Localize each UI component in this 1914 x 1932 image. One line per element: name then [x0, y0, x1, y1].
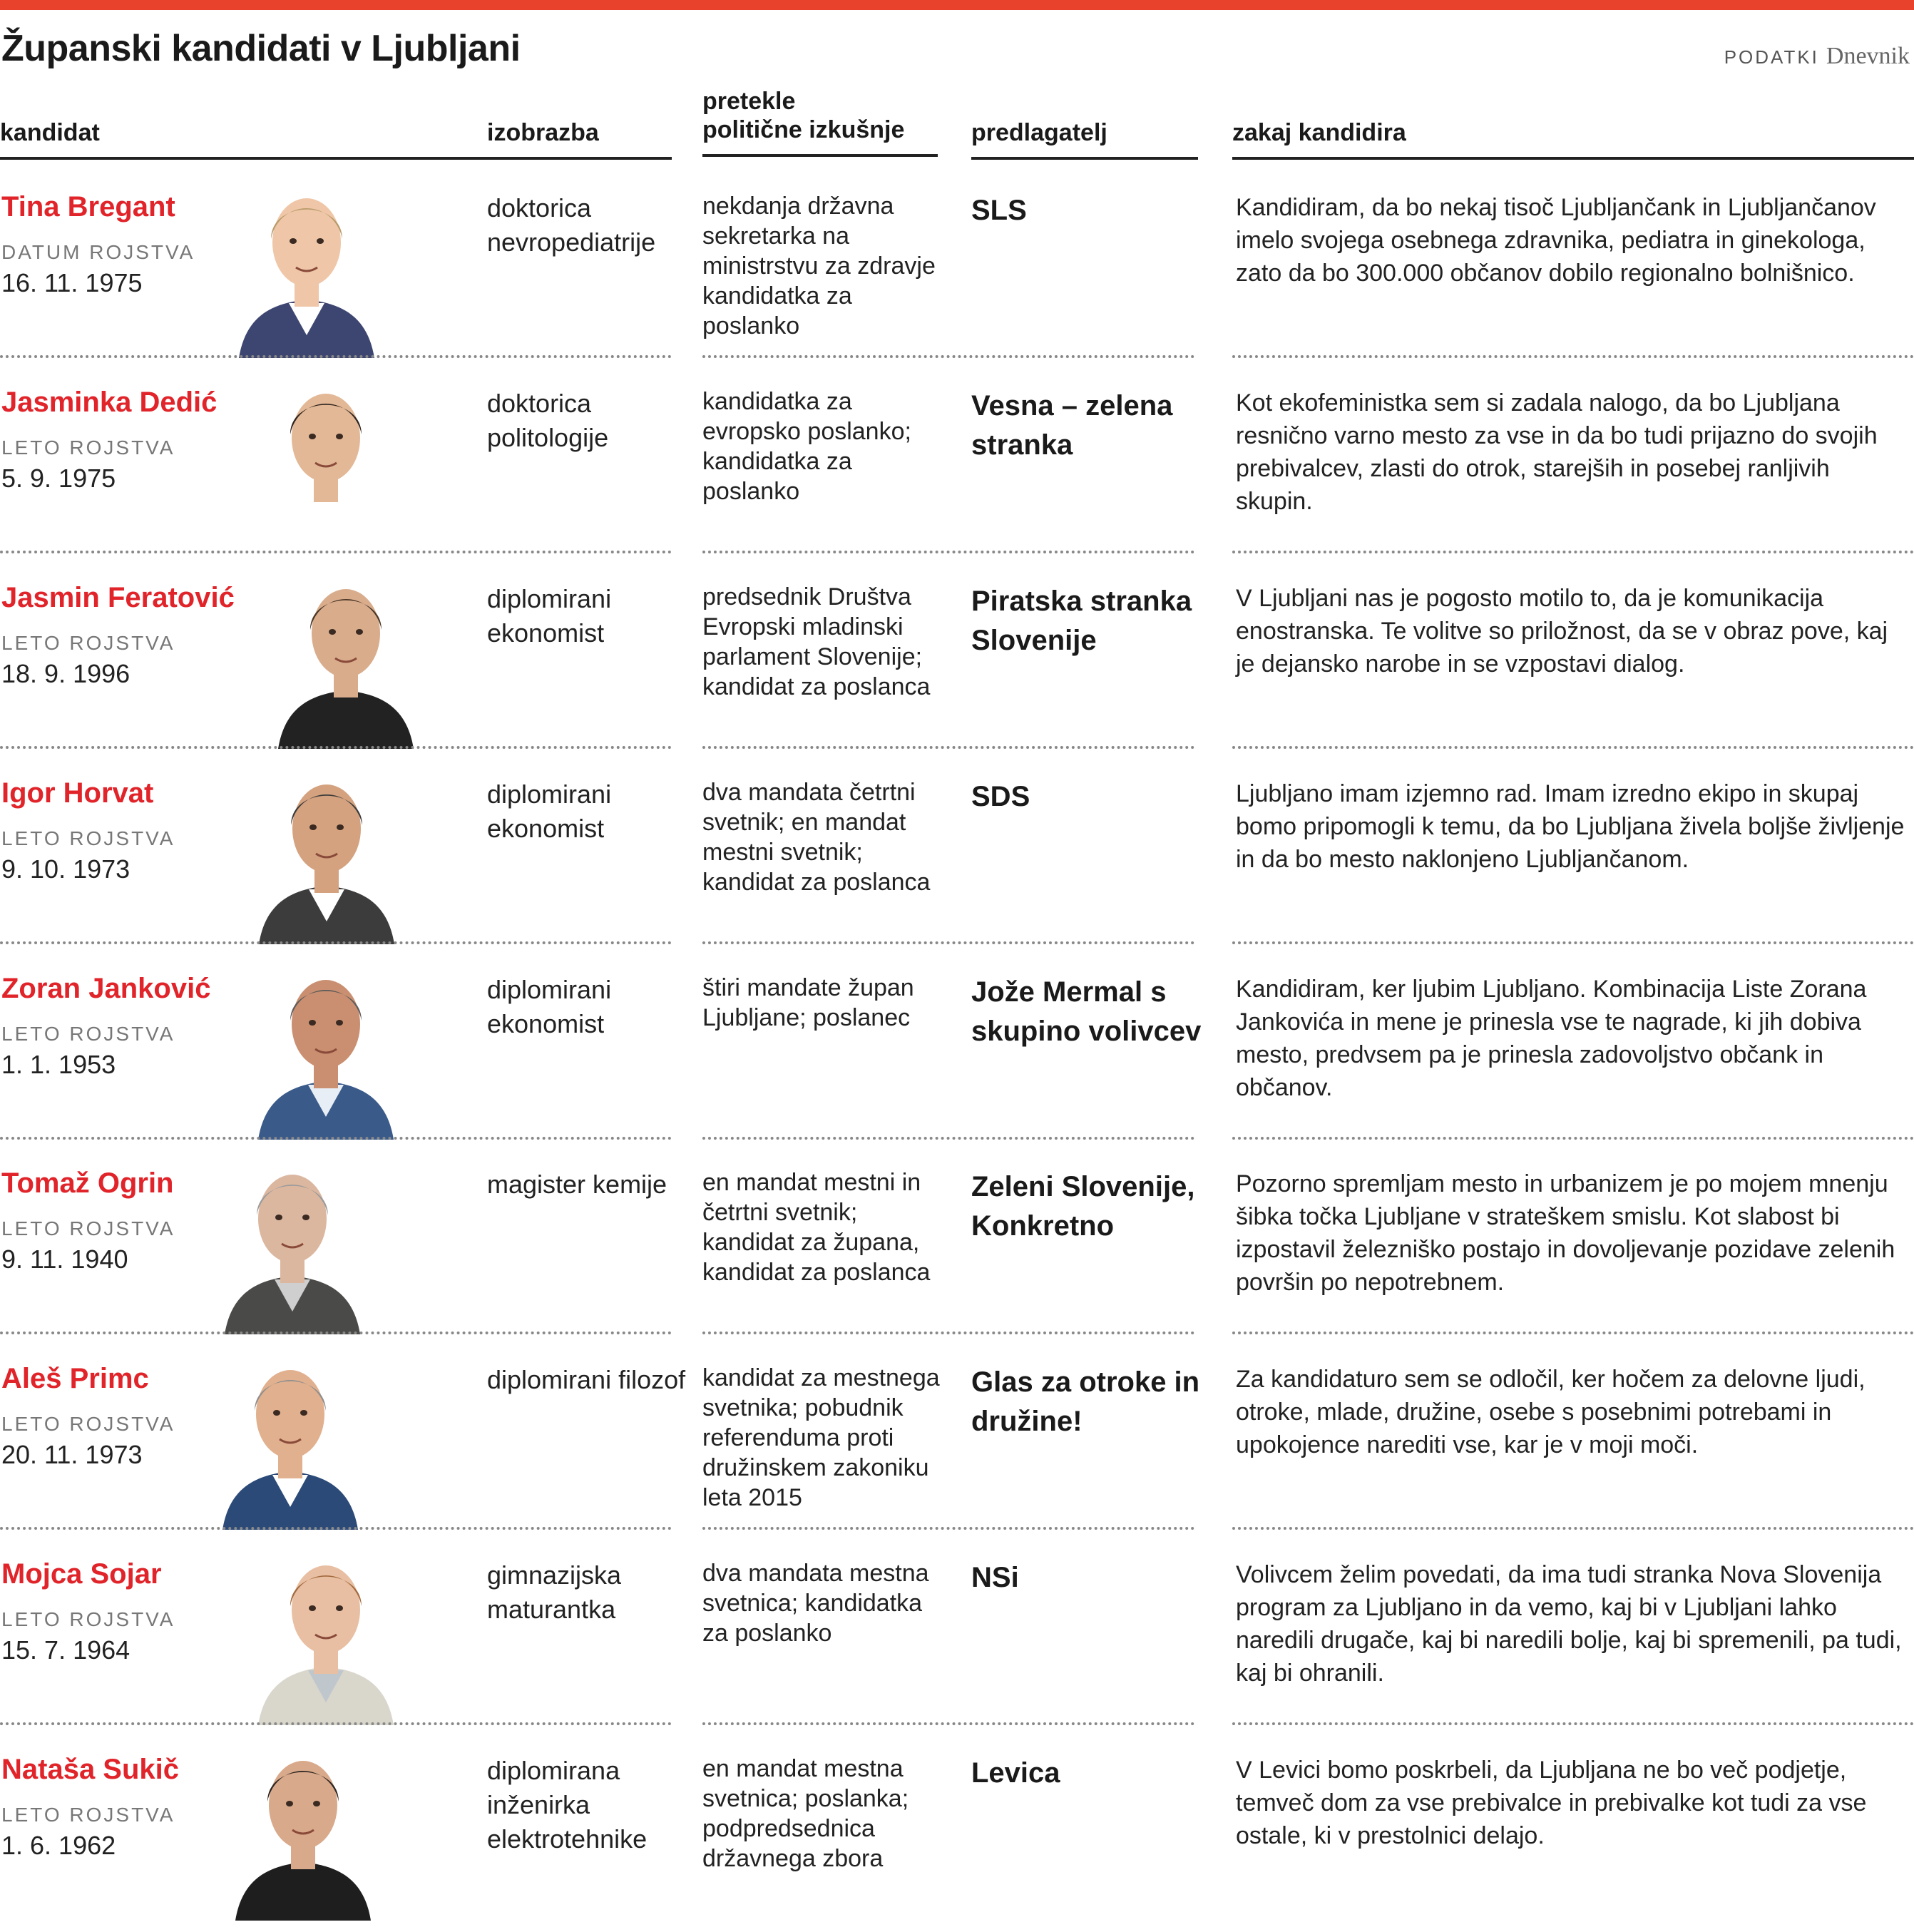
birth-date: 9. 10. 1973: [1, 854, 130, 884]
education: doktorica nevropediatrije: [487, 193, 656, 257]
candidate-name: Nataša Sukič: [1, 1754, 180, 1785]
col-header-education: [487, 118, 672, 160]
candidate-name: Igor Horvat: [1, 777, 154, 809]
proposer-party: SDS: [971, 781, 1030, 812]
reason-text: Pozorno spremljam mesto in urbanizem je po mojem mnenju šibka točka Ljubljane v strateškem smislu. Kot slabost bi izpostavil železniško postajo in dovoljevanje pozidave zelenih površin po nepotrebnem.: [1236, 1170, 1895, 1296]
political-experience: dva mandata četrtni svetnik; en mandat mestni svetnik; kandidat za poslanca: [702, 779, 931, 896]
candidate-photo: [232, 171, 382, 358]
col-header-education-label: izobrazba: [487, 119, 599, 146]
credit-source: Dnevnik: [1826, 43, 1910, 69]
birth-label: LETO ROJSTVA: [1, 1608, 175, 1630]
reason-text: Ljubljano imam izjemno rad. Imam izredno ekipo in skupaj bomo pripomogli k temu, da bo Ljubljana živela boljše življenje in da bo mesto naklonjeno Ljubljančanom.: [1236, 780, 1905, 873]
col-header-proposer: [971, 118, 1198, 160]
col-header-experience-line1: pretekle: [702, 88, 796, 115]
col-header-reason: [1232, 118, 1914, 160]
candidate-photo: [251, 953, 401, 1140]
political-experience: štiri mandate župan Ljubljane; poslanec: [702, 974, 914, 1031]
birth-label: DATUM ROJSTVA: [1, 241, 195, 263]
candidate-name: Mojca Sojar: [1, 1558, 162, 1590]
proposer-party: Piratska stranka Slovenije: [971, 586, 1192, 656]
proposer-party: Jože Mermal s skupino volivcev: [971, 976, 1202, 1047]
political-experience: en mandat mestni in četrtni svetnik; kandidat za župana, kandidat za poslanca: [702, 1169, 931, 1286]
birth-date: 1. 1. 1953: [1, 1050, 116, 1079]
proposer-party: Glas za otroke in družine!: [971, 1366, 1200, 1437]
reason-text: Volivcem želim povedati, da ima tudi stranka Nova Slovenija program za Ljubljano in da vemo, kaj bi v Ljubljani lahko naredili drugače, kaj bi naredili bolje, kaj bi spremenili, pa tudi, kaj bi ohranili.: [1236, 1561, 1902, 1687]
education: diplomirani ekonomist: [487, 780, 612, 843]
candidate-row: [0, 553, 1914, 749]
proposer-party: Zeleni Slovenije, Konkretno: [971, 1171, 1195, 1242]
birth-date: 1. 6. 1962: [1, 1831, 116, 1860]
candidate-name: Tomaž Ogrin: [1, 1167, 174, 1199]
birth-date: 15. 7. 1964: [1, 1635, 130, 1665]
political-experience: kandidat za mestnega svetnika; pobudnik referenduma proti družinskem zakoniku leta 2015: [702, 1364, 940, 1511]
col-header-candidate-label: kandidat: [0, 119, 100, 146]
proposer-party: SLS: [971, 195, 1027, 226]
birth-date: 16. 11. 1975: [1, 268, 143, 297]
candidate-name: Tina Bregant: [1, 191, 175, 223]
birth-label: LETO ROJSTVA: [1, 436, 175, 459]
education: doktorica politologije: [487, 389, 609, 452]
col-header-reason-label: zakaj kandidira: [1232, 119, 1406, 146]
page-title: Županski kandidati v Ljubljani: [1, 28, 521, 69]
education: gimnazijska maturantka: [487, 1560, 622, 1624]
reason-text: Kot ekofeministka sem si zadala nalogo, da bo Ljubljana resnično varno mesto za vse in da bo tudi prijazno do svojih prebivalcev, zlasti do otrok, starejših in posebej ranljivih skupin.: [1236, 389, 1878, 515]
candidate-photo: [218, 1148, 367, 1334]
political-experience: predsednik Društva Evropski mladinski parlament Slovenije; kandidat za poslanca: [702, 583, 931, 700]
candidate-photo: [252, 757, 401, 944]
credit-label: PODATKI: [1724, 46, 1819, 68]
candidate-name: Jasminka Dedić: [1, 387, 218, 418]
political-experience: nekdanja državna sekretarka na ministrstvu za zdravje kandidatka za poslanko: [702, 193, 936, 339]
proposer-party: Vesna – zelena stranka: [971, 390, 1173, 461]
proposer-party: NSi: [971, 1562, 1019, 1593]
birth-label: LETO ROJSTVA: [1, 827, 175, 849]
top-accent-bar: [0, 0, 1914, 10]
candidate-row: [0, 1530, 1914, 1725]
candidate-name: Zoran Janković: [1, 973, 211, 1004]
political-experience: kandidatka za evropsko poslanko; kandidatka za poslanko: [702, 388, 911, 505]
candidate-name: Aleš Primc: [1, 1363, 149, 1394]
candidate-row: [0, 1334, 1914, 1530]
political-experience: dva mandata mestna svetnica; kandidatka za poslanko: [702, 1560, 929, 1647]
col-header-proposer-label: predlagatelj: [971, 119, 1107, 146]
birth-label: LETO ROJSTVA: [1, 1804, 175, 1826]
birth-label: LETO ROJSTVA: [1, 1023, 175, 1045]
candidate-row: [0, 163, 1914, 358]
candidate-row: [0, 944, 1914, 1140]
education: diplomirani ekonomist: [487, 975, 612, 1038]
birth-date: 9. 11. 1940: [1, 1244, 128, 1274]
candidate-row: [0, 358, 1914, 553]
education: diplomirani filozof: [487, 1365, 686, 1394]
candidate-photo: [215, 1343, 365, 1530]
source-credit: [1724, 43, 1910, 70]
col-header-experience: [702, 87, 938, 157]
reason-text: V Ljubljani nas je pogosto motilo to, da je komunikacija enostranska. Te volitve so priložnost, da se v obraz pove, kaj je dejansko narobe in se vzpostavi dialog.: [1236, 585, 1888, 678]
education: diplomirana inženirka elektrotehnike: [487, 1756, 648, 1854]
proposer-party: Levica: [971, 1757, 1060, 1789]
candidate-row: [0, 749, 1914, 944]
reason-text: Kandidiram, da bo nekaj tisoč Ljubljančank in Ljubljančanov imelo svojega osebnega zdravnika, pediatra in ginekologa, zato da bo 300.000 občanov dobilo regionalno bolnišnico.: [1236, 194, 1876, 287]
education: diplomirani ekonomist: [487, 584, 612, 648]
candidate-photo: [251, 367, 401, 553]
birth-label: LETO ROJSTVA: [1, 632, 175, 654]
candidate-photo: [271, 562, 421, 749]
political-experience: en mandat mestna svetnica; poslanka; podpredsednica državnega zbora: [702, 1755, 909, 1872]
candidate-row: [0, 1139, 1914, 1334]
reason-text: V Levici bomo poskrbeli, da Ljubljana ne bo več podjetje, temveč dom za vse prebivalce in prebivalke kot tudi za vse ostale, ki v prestolnici delajo.: [1236, 1757, 1867, 1849]
birth-date: 20. 11. 1973: [1, 1440, 143, 1469]
candidate-photo: [251, 1538, 401, 1725]
candidate-row: [0, 1725, 1914, 1921]
reason-text: Kandidiram, ker ljubim Ljubljano. Kombinacija Liste Zorana Jankovića in mene je prinesla vse te nagrade, ki jih dobiva mesto, predvsem pa je prinesla zadovoljstvo občank in občanov.: [1236, 976, 1867, 1101]
candidate-photo: [228, 1734, 378, 1921]
birth-label: LETO ROJSTVA: [1, 1217, 175, 1240]
birth-date: 18. 9. 1996: [1, 659, 130, 688]
birth-label: LETO ROJSTVA: [1, 1413, 175, 1435]
birth-date: 5. 9. 1975: [1, 464, 116, 493]
reason-text: Za kandidaturo sem se odločil, ker hočem za delovne ljudi, otroke, mlade, družine, osebe s posebnimi potrebami in upokojence narediti vse, kar je v moji moči.: [1236, 1366, 1866, 1458]
candidate-name: Jasmin Feratović: [1, 582, 235, 613]
education: magister kemije: [487, 1170, 667, 1199]
col-header-experience-line2: politične izkušnje: [702, 116, 905, 143]
